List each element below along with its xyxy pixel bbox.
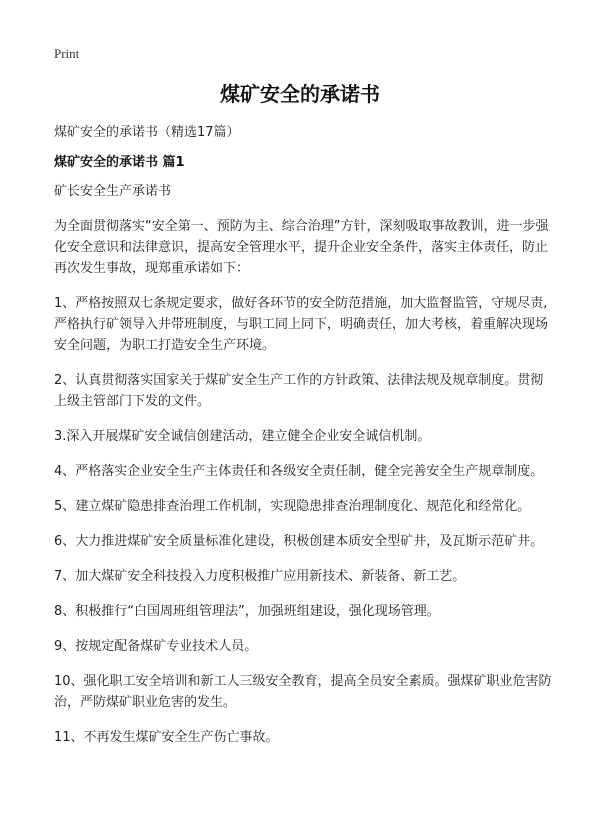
paragraph-item-4: 4、严格落实企业安全生产主体责任和各级安全责任制，健全完善安全生产规章制度。 xyxy=(54,464,544,479)
section-heading: 煤矿安全的承诺书 篇1 xyxy=(54,155,185,170)
paragraph-item-9: 9、按规定配备煤矿专业技术人员。 xyxy=(54,639,258,654)
paragraph-intro-heading: 矿长安全生产承诺书 xyxy=(54,184,172,199)
paragraph-item-2: 2、认真贯彻落实国家关于煤矿安全生产工作的方针政策、法律法规及规章制度。贯彻上级主管部门下发的文件。 xyxy=(54,373,544,409)
paragraph-item-6: 6、大力推进煤矿安全质量标准化建设，积极创建本质安全型矿井，及瓦斯示范矿井。 xyxy=(54,534,544,549)
paragraph-item-7: 7、加大煤矿安全科技投入力度积极推广应用新技术、新装备、新工艺。 xyxy=(54,569,466,584)
paragraph-item-1: 1、严格按照双七条规定要求，做好各环节的安全防范措施，加大监督监管，守规尽责,严格执行矿领导入井带班制度，与职工同上同下，明确责任，加大考核，着重解决现场安全问题，为职工打造安全生产环境。 xyxy=(54,296,549,353)
paragraph-item-3: 3.深入开展煤矿安全诚信创建活动，建立健全企业安全诚信机制。 xyxy=(54,429,431,444)
paragraph-item-8: 8、积极推行“白国周班组管理法”，加强班组建设，强化现场管理。 xyxy=(54,604,440,619)
document-subtitle: 煤矿安全的承诺书（精选17篇） xyxy=(54,125,240,140)
paragraph-item-10: 10、强化职工安全培训和新工人三级安全教育，提高全员安全素质。强煤矿职业危害防治，严防煤矿职业危害的发生。 xyxy=(54,674,552,710)
document-title: 煤矿安全的承诺书 xyxy=(220,82,380,106)
paragraph-preamble: 为全面贯彻落实“安全第一、预防为主、综合治理”方针，深刻吸取事故教训，进一步强化安全意识和法律意识，提高安全管理水平，提升企业安全条件，落实主体责任，防止再次发生事故，现郑重承诺如下： xyxy=(54,219,549,276)
print-link[interactable]: Print xyxy=(54,46,80,61)
paragraph-item-11: 11、不再发生煤矿安全生产伤亡事故。 xyxy=(54,730,279,745)
paragraph-item-5: 5、建立煤矿隐患排查治理工作机制，实现隐患排查治理制度化、规范化和经常化。 xyxy=(54,499,531,514)
document-body xyxy=(54,181,554,762)
